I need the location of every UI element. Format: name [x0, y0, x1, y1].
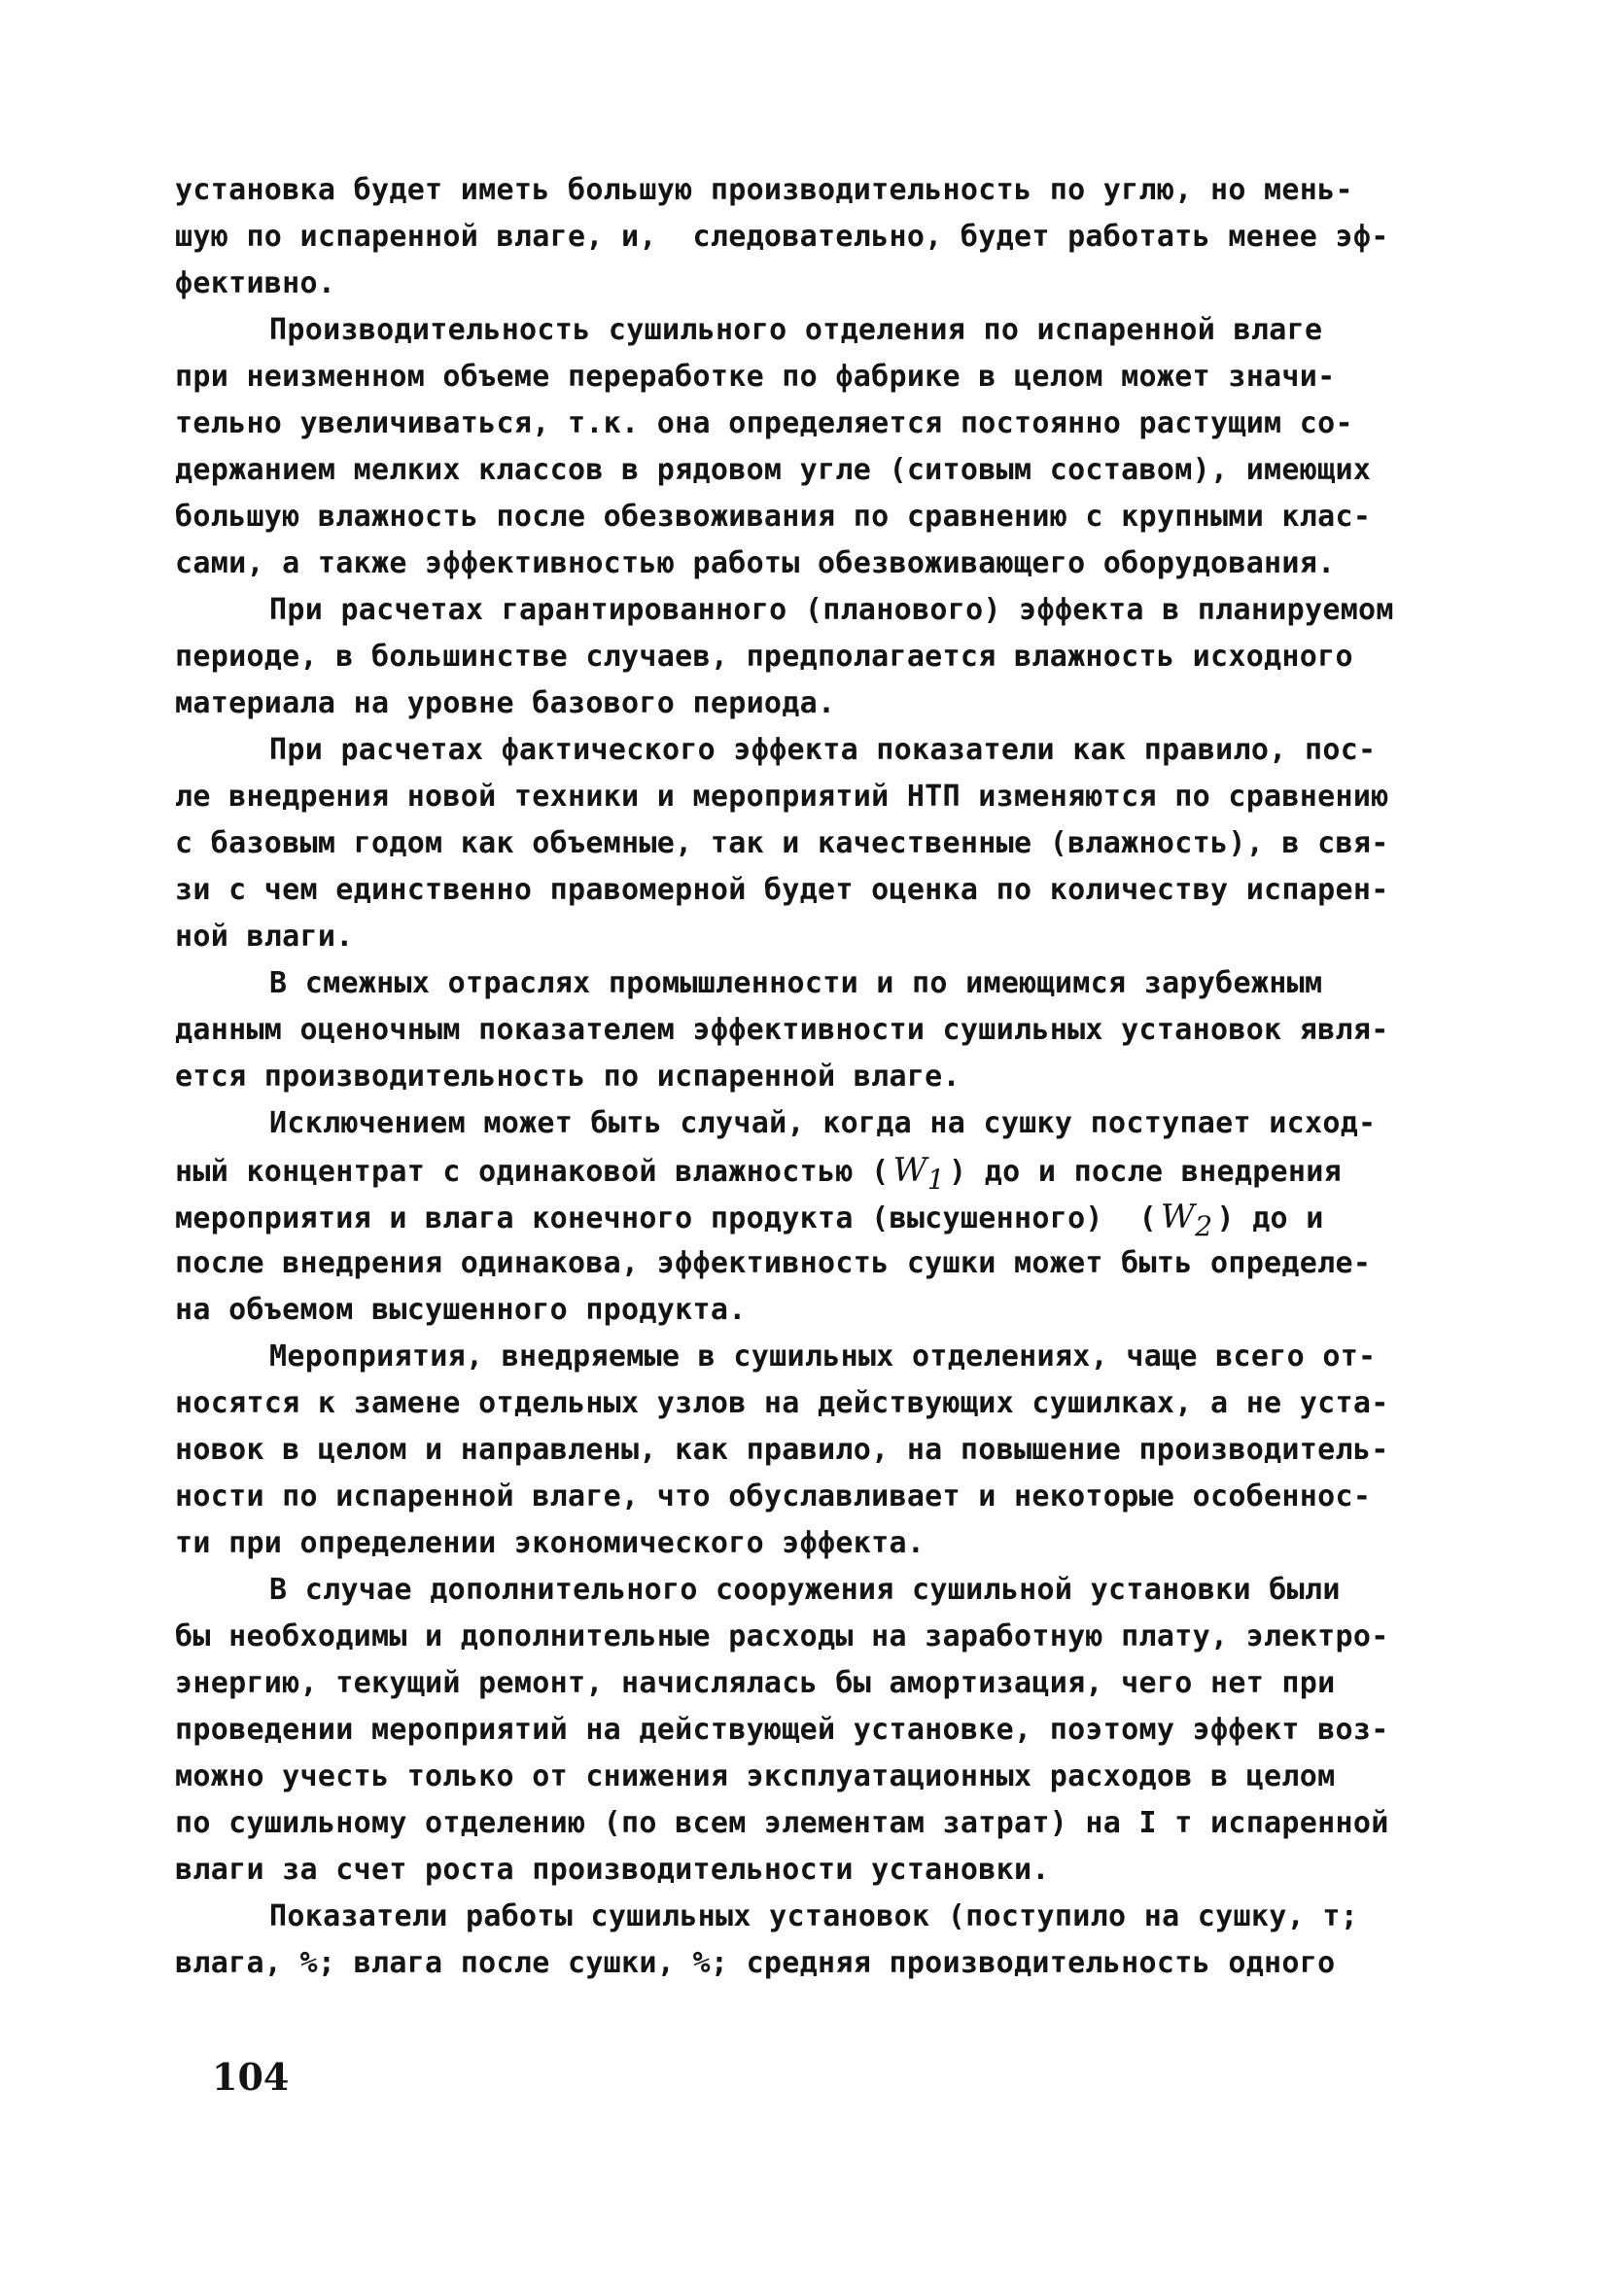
paragraph-first-line: В смежных отраслях промышленности и по имеющимся зарубежным: [269, 966, 1323, 1000]
text-segment: мероприятия и влага конечного продукта (высушенного) (: [175, 1201, 1157, 1235]
paragraph-first-line: При расчетах гарантированного (планового) эффекта в планируемом: [269, 593, 1394, 627]
handwritten-subscript: 2: [1195, 1209, 1213, 1242]
text-line: ности по испаренной влаге, что обуславливает и некоторые особеннос-: [175, 1479, 1372, 1513]
text-line: установка будет иметь большую производительность по углю, но мень-: [175, 173, 1353, 207]
paragraph-first-line: Исключением может быть случай, когда на сушку поступает исход-: [269, 1106, 1377, 1140]
text-line: энергию, текущий ремонт, начислялась бы амортизация, чего нет при: [175, 1666, 1336, 1700]
text-line: тельно увеличиваться, т.к. она определяется постоянно растущим со-: [175, 406, 1353, 440]
text-line: большую влажность после обезвоживания по сравнению с крупными клас-: [175, 500, 1372, 534]
text-line: при неизменном объеме переработке по фабрике в целом может значи-: [175, 360, 1336, 394]
page-number: 104: [212, 2055, 290, 2099]
text-line: материала на уровне базового периода.: [175, 686, 836, 720]
text-line: по сушильному отделению (по всем элементам затрат) на I т испаренной: [175, 1806, 1389, 1840]
text-line: ной влаги.: [175, 920, 354, 954]
text-line: держанием мелких классов в рядовом угле (ситовым составом), имеющих: [175, 453, 1372, 487]
body-text: [175, 167, 1487, 1987]
paragraph-first-line: При расчетах фактического эффекта показатели как правило, пос-: [269, 733, 1377, 767]
paragraph-first-line: Производительность сушильного отделения по испаренной влаге: [269, 313, 1323, 347]
text-line: после внедрения одинакова, эффективность сушки может быть определе-: [175, 1246, 1372, 1280]
text-line-with-formula: [175, 1147, 1487, 1194]
text-line: ти при определении экономического эффекта.: [175, 1526, 926, 1560]
paragraph-first-line: Показатели работы сушильных установок (поступило на сушку, т;: [269, 1899, 1359, 1933]
text-line: влага, %; влага после сушки, %; средняя производительность одного: [175, 1946, 1336, 1980]
handwritten-w2: [1157, 1198, 1217, 1242]
text-line: ется производительность по испаренной влаге.: [175, 1060, 961, 1094]
text-line: на объемом высушенного продукта.: [175, 1293, 747, 1327]
text-line: бы необходимы и дополнительные расходы на заработную плату, электро-: [175, 1619, 1389, 1653]
text-line: фективно.: [175, 266, 336, 300]
text-line: данным оценочным показателем эффективности сушильных установок явля-: [175, 1013, 1389, 1047]
handwritten-w1: [889, 1151, 949, 1196]
text-line: новок в целом и направлены, как правило, на повышение производитель-: [175, 1433, 1389, 1467]
text-segment: ) до и: [1216, 1201, 1324, 1235]
handwritten-w-letter: W: [892, 1151, 927, 1190]
handwritten-w-letter: W: [1160, 1198, 1196, 1236]
text-line: можно учесть только от снижения эксплуатационных расходов в целом: [175, 1759, 1336, 1793]
handwritten-subscript: 1: [926, 1163, 946, 1196]
text-line: периоде, в большинстве случаев, предполагается влажность исходного: [175, 640, 1353, 674]
text-segment: ) до и после внедрения: [949, 1155, 1343, 1189]
text-line: зи с чем единственно правомерной будет оценка по количеству испарен-: [175, 873, 1389, 907]
text-line: сами, а также эффективностью работы обезвоживающего оборудования.: [175, 546, 1336, 580]
text-line: ле внедрения новой техники и мероприятий НТП изменяются по сравнению: [175, 780, 1389, 814]
paragraph-first-line: В случае дополнительного сооружения сушильной установки были: [269, 1573, 1341, 1607]
text-line-with-formula: [175, 1194, 1487, 1240]
text-line: с базовым годом как объемные, так и качественные (влажность), в свя-: [175, 826, 1389, 860]
text-line: носятся к замене отдельных узлов на действующих сушилках, а не уста-: [175, 1386, 1389, 1420]
text-line: проведении мероприятий на действующей установке, поэтому эффект воз-: [175, 1713, 1389, 1747]
text-line: влаги за счет роста производительности установки.: [175, 1853, 1050, 1887]
paragraph-first-line: Мероприятия, внедряемые в сушильных отделениях, чаще всего от-: [269, 1339, 1377, 1374]
text-segment: ный концентрат с одинаковой влажностью (: [175, 1155, 890, 1189]
text-line: шую по испаренной влаге, и, следовательно, будет работать менее эф-: [175, 220, 1389, 254]
